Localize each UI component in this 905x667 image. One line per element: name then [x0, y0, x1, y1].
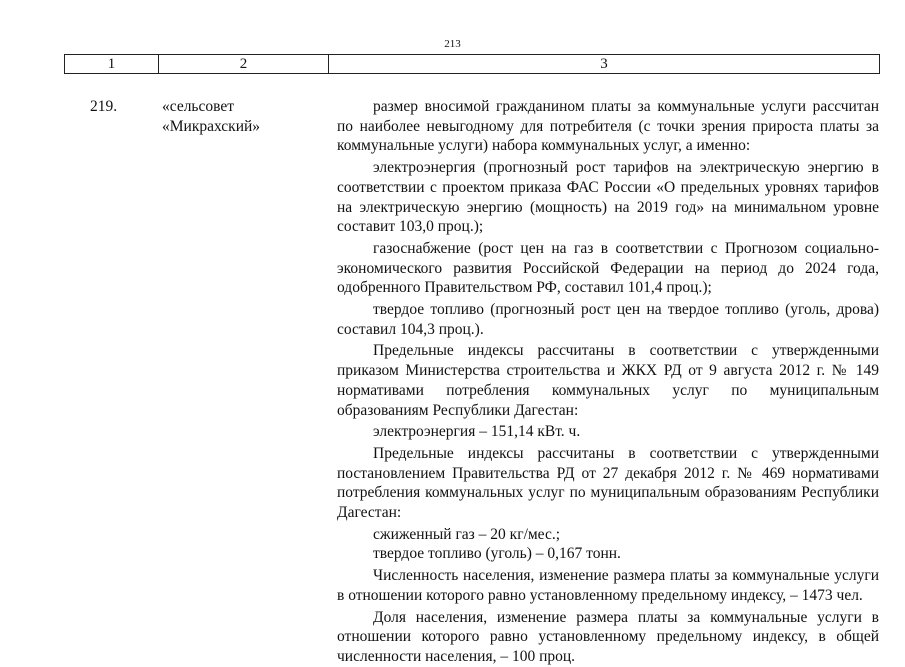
municipality-name-line2: «Микрахский» [162, 118, 261, 135]
paragraph-indices-resolution-469: Предельные индексы рассчитаны в соответствии с утвержденными постановлением Правительства РД от 27 декабря 2012 г. № 469 нормативами потребления коммунальных услуг по муниципальным образованиям Республики Дагестан: [337, 444, 879, 522]
paragraph-solid-fuel-norm: твердое топливо (уголь) – 0,167 тонн. [373, 545, 621, 563]
description-text [337, 97, 879, 667]
column-header-3: 3 [329, 55, 880, 74]
paragraph-indices-order-149: Предельные индексы рассчитаны в соответствии с утвержденными приказом Министерства строительства и ЖКХ РД от 9 августа 2012 г. № 149 нормативами потребления коммунальных услуг по муниципальным образованиям Республики Дагестан: [337, 342, 879, 419]
municipality-name-line1: «сельсовет [162, 98, 235, 115]
municipality-name [162, 97, 322, 137]
paragraph-population-share: Доля населения, изменение размера платы за коммунальные услуги в отношении которого равно установленному предельному индексу, в общей численности населения, – 100 проц. [337, 608, 879, 665]
paragraph-solid-fuel-growth: твердое топливо (прогнозный рост цен на твердое топливо (уголь, дрова) составил 104,3 проц.). [337, 301, 879, 338]
paragraph-population-count: Численность населения, изменение размера платы за коммунальные услуги в отношении которого равно установленному предельному индексу, – 1473 чел. [337, 567, 879, 604]
paragraph-payment-basis: размер вносимой гражданином платы за коммунальные услуги рассчитан по наиболее невыгодному для потребителя (с точки зрения прироста платы за коммунальные услуги) набора коммунальных услуг, а именно: [337, 98, 879, 155]
paragraph-electricity-growth: электроэнергия (прогнозный рост тарифов на электрическую энергию в соответствии с проектом приказа ФАС России «О предельных уровнях тарифов на электрическую энергию (мощность) на 2019 год» на минимальном уровне составит 103,0 проц.); [337, 159, 879, 236]
page-number: 213 [444, 38, 461, 50]
paragraph-liquefied-gas-norm: сжиженный газ – 20 кг/мес.; [373, 525, 561, 543]
column-header-table [64, 54, 880, 74]
paragraph-electricity-norm: электроэнергия – 151,14 кВт. ч. [373, 423, 581, 441]
paragraph-gas-growth: газоснабжение (рост цен на газ в соответствии с Прогнозом социально-экономического развития Российской Федерации на период до 2024 года, одобренного Правительством РФ, составил 101,4 проц.); [337, 239, 879, 297]
column-header-2: 2 [159, 55, 329, 74]
row-number: 219. [90, 98, 118, 115]
column-header-1: 1 [65, 55, 159, 74]
